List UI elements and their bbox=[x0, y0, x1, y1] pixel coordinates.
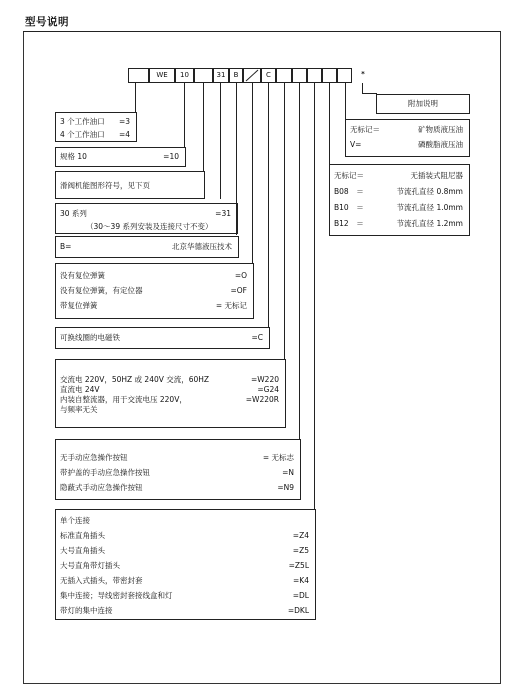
spring-row: 没有复位弹簧，有定位器 =OF bbox=[60, 286, 247, 295]
extra-description-title-box bbox=[376, 94, 470, 114]
maker-box bbox=[55, 236, 239, 258]
size-box bbox=[55, 147, 186, 167]
voltage-row: 直流电 24V =G24 bbox=[60, 385, 279, 394]
page-title: 型号说明 bbox=[23, 12, 501, 32]
conn-row: 大号直角带灯插头 =Z5L bbox=[60, 561, 309, 570]
code-cell-we: WE bbox=[149, 68, 175, 83]
symbol-box bbox=[55, 171, 205, 199]
code-cell-voltage bbox=[276, 68, 292, 83]
symbol-label: 滑阀机能图形符号，见下页 bbox=[60, 181, 150, 190]
manual-row: 隐蔽式手动应急操作按钮 =N9 bbox=[60, 483, 294, 492]
code-cell-spring bbox=[243, 68, 261, 83]
code-cell-ports bbox=[128, 68, 149, 83]
series-box bbox=[55, 203, 238, 234]
series-note: （30～39 系列安装及连接尺寸不变） bbox=[86, 222, 213, 231]
voltage-row: 与频率无关 bbox=[60, 405, 98, 414]
damper-box bbox=[329, 164, 470, 236]
spring-row: 没有复位弹簧 =O bbox=[60, 271, 247, 280]
voltage-row: 交流电 220V，50HZ 或 240V 交流，60HZ =W220 bbox=[60, 375, 279, 384]
voltage-row: 内装自整流器，用于交流电压 220V， =W220R bbox=[60, 395, 279, 404]
ports-row: 4 个工作油口 =4 bbox=[60, 130, 130, 139]
magnet-box bbox=[55, 327, 270, 349]
conn-row: 无插入式插头，带密封套 =K4 bbox=[60, 576, 309, 585]
conn-row: 集中连接；导线密封套接线盒和灯 =DL bbox=[60, 591, 309, 600]
spring-box bbox=[55, 263, 254, 319]
conn-row: 标准直角插头 =Z4 bbox=[60, 531, 309, 540]
extra-description-title: 附加说明 bbox=[408, 99, 438, 108]
code-cell-maker: B bbox=[229, 68, 243, 83]
code-cell-oil bbox=[337, 68, 352, 83]
code-cell-damper bbox=[322, 68, 337, 83]
slash-mark bbox=[243, 68, 261, 83]
code-cell-series: 31 bbox=[213, 68, 229, 83]
damper-row: B10 ＝ 节流孔直径 1.0mm bbox=[334, 203, 463, 212]
code-cell-extra: * bbox=[361, 70, 365, 78]
maker-row: B= 北京华德液压技术 bbox=[60, 242, 232, 251]
conn-row: 大号直角插头 =Z5 bbox=[60, 546, 309, 555]
magnet-row: 可换线圈的电磁铁 =C bbox=[60, 333, 263, 342]
code-cell-symbol bbox=[194, 68, 213, 83]
conn-row: 单个连接 bbox=[60, 516, 90, 525]
series-row: 30 系列 =31 bbox=[60, 209, 231, 218]
voltage-box bbox=[55, 359, 286, 428]
spring-row: 带复位弹簧 = 无标记 bbox=[60, 301, 247, 310]
oil-row: V= 磷酸脂液压油 bbox=[350, 140, 463, 149]
oil-box bbox=[345, 119, 470, 157]
manual-row: 无手动应急操作按钮 = 无标志 bbox=[60, 453, 294, 462]
code-cell-manual bbox=[292, 68, 307, 83]
size-row: 规格 10 =10 bbox=[60, 152, 179, 161]
manual-row: 带护盖的手动应急操作按钮 =N bbox=[60, 468, 294, 477]
ports-box bbox=[55, 112, 137, 142]
code-cell-magnet: C bbox=[261, 68, 276, 83]
code-cell-conn bbox=[307, 68, 322, 83]
connector-box bbox=[55, 509, 316, 620]
manual-box bbox=[55, 439, 301, 500]
damper-row: B08 ＝ 节流孔直径 0.8mm bbox=[334, 187, 463, 196]
damper-row: B12 ＝ 节流孔直径 1.2mm bbox=[334, 219, 463, 228]
code-cell-size: 10 bbox=[175, 68, 194, 83]
oil-row: 无标记＝ 矿物质液压油 bbox=[350, 125, 463, 134]
damper-row: 无标记＝ 无插装式阻尼器 bbox=[334, 171, 463, 180]
ports-row: 3 个工作油口 =3 bbox=[60, 117, 130, 126]
conn-row: 带灯的集中连接 =DKL bbox=[60, 606, 309, 615]
